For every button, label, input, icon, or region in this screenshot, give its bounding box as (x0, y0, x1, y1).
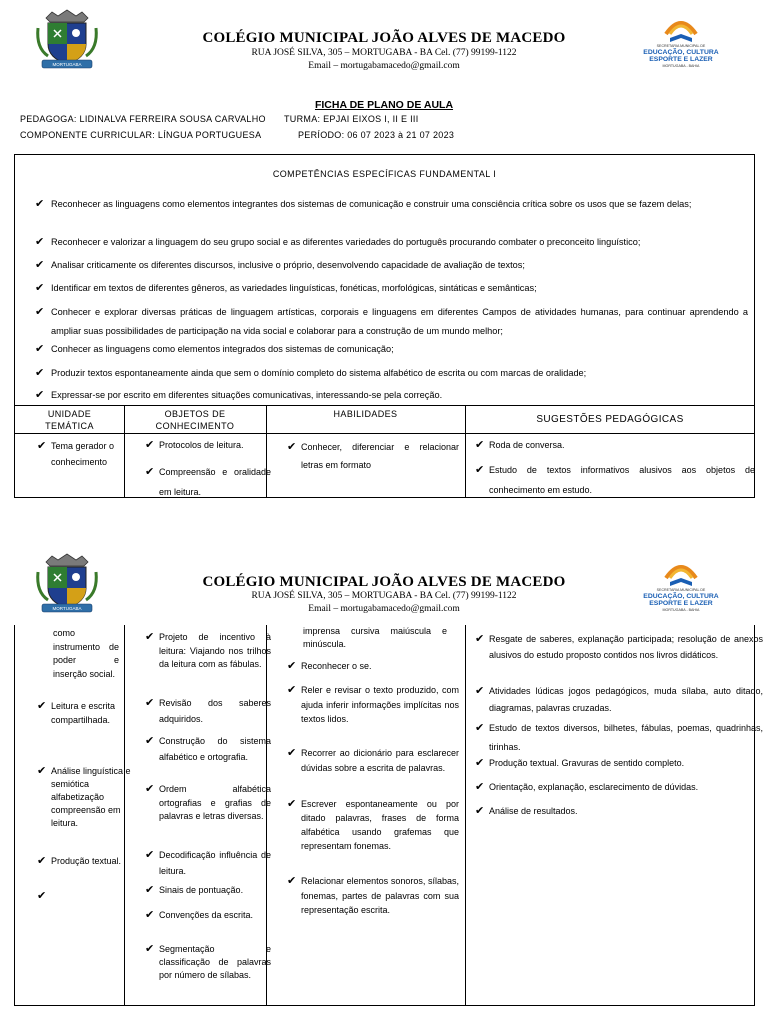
svg-text:MORTUGABA - BAHIA: MORTUGABA - BAHIA (662, 608, 700, 612)
svg-text:SECRETARIA MUNICIPAL DE: SECRETARIA MUNICIPAL DE (656, 588, 706, 592)
check-icon: ✔ (475, 464, 485, 476)
sugestao-item: ✔ Estudo de textos diversos, bilhetes, fábulas, poemas, quadrinhas, tirinhas. (475, 719, 763, 757)
habilidade-item: ✔ Recorrer ao dicionário para esclarecer dúvidas sobre a escrita de palavras. (287, 747, 459, 773)
objeto-item: ✔ Segmentação e classificação de palavras por número de sílabas. (145, 943, 271, 980)
check-icon: ✔ (287, 684, 297, 696)
plan-table-page1 (14, 405, 755, 498)
check-icon: ✔ (145, 943, 155, 955)
check-icon: ✔ (475, 633, 485, 645)
check-icon: ✔ (35, 198, 45, 210)
check-icon: ✔ (287, 660, 297, 672)
unidade-item: ✔ Análise linguística e semiótica alfabetização compreensão em leitura. (37, 765, 131, 828)
svg-text:MORTUGABA - BAHIA: MORTUGABA - BAHIA (662, 64, 700, 68)
check-icon: ✔ (35, 389, 45, 401)
check-icon: ✔ (475, 685, 485, 697)
check-icon: ✔ (35, 367, 45, 379)
check-icon: ✔ (37, 855, 47, 867)
plan-table-page2 (14, 625, 763, 1006)
unidade-item: ✔ Produção textual. (37, 852, 133, 870)
check-icon: ✔ (145, 631, 155, 643)
periodo-label: PERÍODO: 06 07 2023 à 21 07 2023 (298, 130, 455, 140)
school-name: COLÉGIO MUNICIPAL JOÃO ALVES DE MACEDO (202, 574, 566, 590)
habilidade-item: ✔ Conhecer, diferenciar e relacionar letras em formato (287, 438, 459, 474)
svg-text:EDUCAÇÃO, CULTURA: EDUCAÇÃO, CULTURA (643, 593, 719, 600)
objeto-item: ✔ Sinais de pontuação. (145, 884, 244, 896)
school-address: RUA JOSÉ SILVA, 305 – MORTUGABA - BA Cel. (77) 99199-1122 (251, 591, 517, 601)
sugestao-item: ✔ Resgate de saberes, explanação participada; resolução de anexos alusivos do estudo proposto contidos nos livros didáticos. (475, 633, 763, 660)
check-icon: ✔ (475, 439, 485, 451)
sugestao-item: ✔ Produção textual. Gravuras de sentido completo. (475, 757, 685, 769)
check-icon: ✔ (37, 890, 47, 902)
check-icon: ✔ (145, 697, 155, 709)
check-icon: ✔ (145, 849, 155, 861)
competencias-title: COMPETÊNCIAS ESPECÍFICAS FUNDAMENTAL I (272, 169, 497, 179)
unidade-continuation: como instrumento de poder e inserção social. (53, 628, 119, 679)
svg-text:EDUCAÇÃO, CULTURA: EDUCAÇÃO, CULTURA (643, 49, 719, 56)
check-icon: ✔ (37, 700, 47, 712)
objeto-item: ✔ Protocolos de leitura. (145, 439, 244, 451)
componente-label: COMPONENTE CURRICULAR: LÍNGUA PORTUGUESA (20, 130, 262, 140)
check-icon: ✔ (35, 282, 45, 294)
school-address: RUA JOSÉ SILVA, 305 – MORTUGABA - BA Cel. (77) 99199-1122 (251, 48, 517, 58)
svg-text:MORTUGABA: MORTUGABA (52, 606, 82, 611)
unidade-item: ✔ Leitura e escrita compartilhada. (37, 700, 116, 725)
check-icon: ✔ (475, 781, 485, 793)
objeto-item: ✔ Ordem alfabética ortografias e grafias de palavras e letras diversas. (145, 783, 271, 821)
objeto-item: ✔ Convenções da escrita. (145, 907, 271, 924)
check-icon: ✔ (145, 439, 155, 451)
competencias-box (14, 154, 755, 406)
competencia-item: ✔ Conhecer as linguagens como elementos integrados dos sistemas de comunicação; (35, 340, 748, 359)
habilidade-item: ✔ Relacionar elementos sonoros, sílabas, fonemas, partes de palavras com sua representação escrita. (287, 875, 459, 915)
check-icon: ✔ (35, 236, 45, 248)
check-icon: ✔ (145, 783, 155, 795)
svg-text:ESPORTE E LAZER: ESPORTE E LAZER (649, 56, 713, 63)
header-sugestoes: SUGESTÕES PEDAGÓGICAS (536, 414, 684, 425)
school-email: Email – mortugabamacedo@gmail.com (308, 604, 460, 614)
sugestao-item: ✔ Atividades lúdicas jogos pedagógicos, muda sílaba, auto ditado, diagramas, palavras cruzadas. (475, 685, 763, 713)
check-icon: ✔ (287, 747, 297, 759)
check-icon: ✔ (287, 798, 297, 810)
check-icon: ✔ (145, 884, 155, 896)
sugestao-item: ✔ Roda de conversa. (475, 439, 565, 451)
check-icon: ✔ (145, 909, 155, 921)
check-icon: ✔ (287, 441, 297, 453)
school-name: COLÉGIO MUNICIPAL JOÃO ALVES DE MACEDO (202, 30, 566, 46)
competencia-item: ✔ Reconhecer e valorizar a linguagem do seu grupo social e as diferentes variedades do português procurando combater o preconceito linguístico; (35, 233, 748, 252)
objeto-item: ✔ Construção do sistema alfabético e ortografia. (145, 735, 271, 762)
turma-label: TURMA: EPJAI EIXOS I, II E III (284, 114, 419, 124)
svg-text:ESPORTE E LAZER: ESPORTE E LAZER (649, 600, 713, 607)
check-icon: ✔ (35, 306, 45, 318)
unidade-cell: ✔ Tema gerador o conhecimento (37, 440, 115, 467)
competencia-item: ✔ Identificar em textos de diferentes gêneros, as variedades linguísticas, fonéticas, morfológicas, sintáticas e semânticas; (35, 279, 748, 298)
secretaria-logo (640, 554, 722, 620)
svg-text:SECRETARIA MUNICIPAL DE: SECRETARIA MUNICIPAL DE (656, 44, 706, 48)
competencia-item: ✔ Conhecer e explorar diversas práticas de linguagem artísticas, corporais e linguagens em diferentes Campos de atividades humanas, para continuar aprendendo a ampliar suas possibilidades de participação na vida social e colaborar para a construção de um mundo melhor; (35, 303, 748, 341)
habilidade-continuation: imprensa cursiva maiúscula e minúscula. (303, 626, 447, 649)
check-icon: ✔ (145, 735, 155, 747)
check-icon: ✔ (475, 757, 485, 769)
check-icon: ✔ (145, 466, 155, 478)
form-title: FICHA DE PLANO DE AULA (314, 99, 454, 111)
competencia-item: ✔ Reconhecer as linguagens como elementos integrantes dos sistemas de comunicação e construir uma consciência crítica sobre os usos que se fazem delas; (35, 195, 748, 214)
header-objetos: OBJETOS DE CONHECIMENTO (155, 409, 235, 431)
sugestao-item: ✔ Estudo de textos informativos alusivos aos objetos de conhecimento em estudo. (475, 460, 755, 500)
habilidade-item: ✔ Escrever espontaneamente ou por ditado palavras, frases de forma alfabética usando grafemas que representam fonemas. (287, 798, 459, 851)
competencia-item: ✔ Expressar-se por escrito em diferentes situações comunicativas, interessando-se pela correção. (35, 386, 748, 405)
check-icon: ✔ (37, 440, 47, 452)
competencia-item: ✔ Produzir textos espontaneamente ainda que sem o domínio completo do sistema alfabético de escrita ou com marcas de oralidade; (35, 364, 748, 383)
objeto-item: ✔ Compreensão e oralidade em leitura. (145, 462, 271, 502)
objeto-item: ✔ Revisão dos saberes adquiridos. (145, 697, 271, 724)
header-habilidades: HABILIDADES (333, 409, 398, 419)
school-email: Email – mortugabamacedo@gmail.com (308, 61, 460, 71)
check-icon: ✔ (37, 765, 47, 777)
check-icon: ✔ (287, 875, 297, 887)
check-icon: ✔ (475, 805, 485, 817)
check-icon: ✔ (35, 259, 45, 271)
objeto-item: ✔ Decodificação influência de leitura. (145, 849, 271, 876)
check-icon: ✔ (35, 343, 45, 355)
sugestao-item: ✔ Análise de resultados. (475, 805, 578, 817)
habilidade-item: ✔ Reler e revisar o texto produzido, com ajuda inferir informações implícitas nos textos lidos. (287, 684, 459, 724)
habilidade-item: ✔ Reconhecer o se. (287, 660, 372, 672)
objeto-item: ✔ Projeto de incentivo à leitura: Viajando nos trilhos da leitura com as fábulas. (145, 631, 271, 669)
sugestao-item: ✔ Orientação, explanação, esclarecimento de dúvidas. (475, 781, 699, 793)
secretaria-logo (640, 10, 722, 76)
pedagoga-label: PEDAGOGA: LIDINALVA FERREIRA SOUSA CARVALHO (20, 114, 266, 124)
header-unidade: UNIDADE TEMÁTICA (45, 409, 94, 431)
svg-text:MORTUGABA: MORTUGABA (52, 62, 82, 67)
competencia-item: ✔ Analisar criticamente os diferentes discursos, inclusive o próprio, desenvolvendo capacidade de avaliação de textos; (35, 256, 748, 275)
check-icon: ✔ (475, 722, 485, 734)
